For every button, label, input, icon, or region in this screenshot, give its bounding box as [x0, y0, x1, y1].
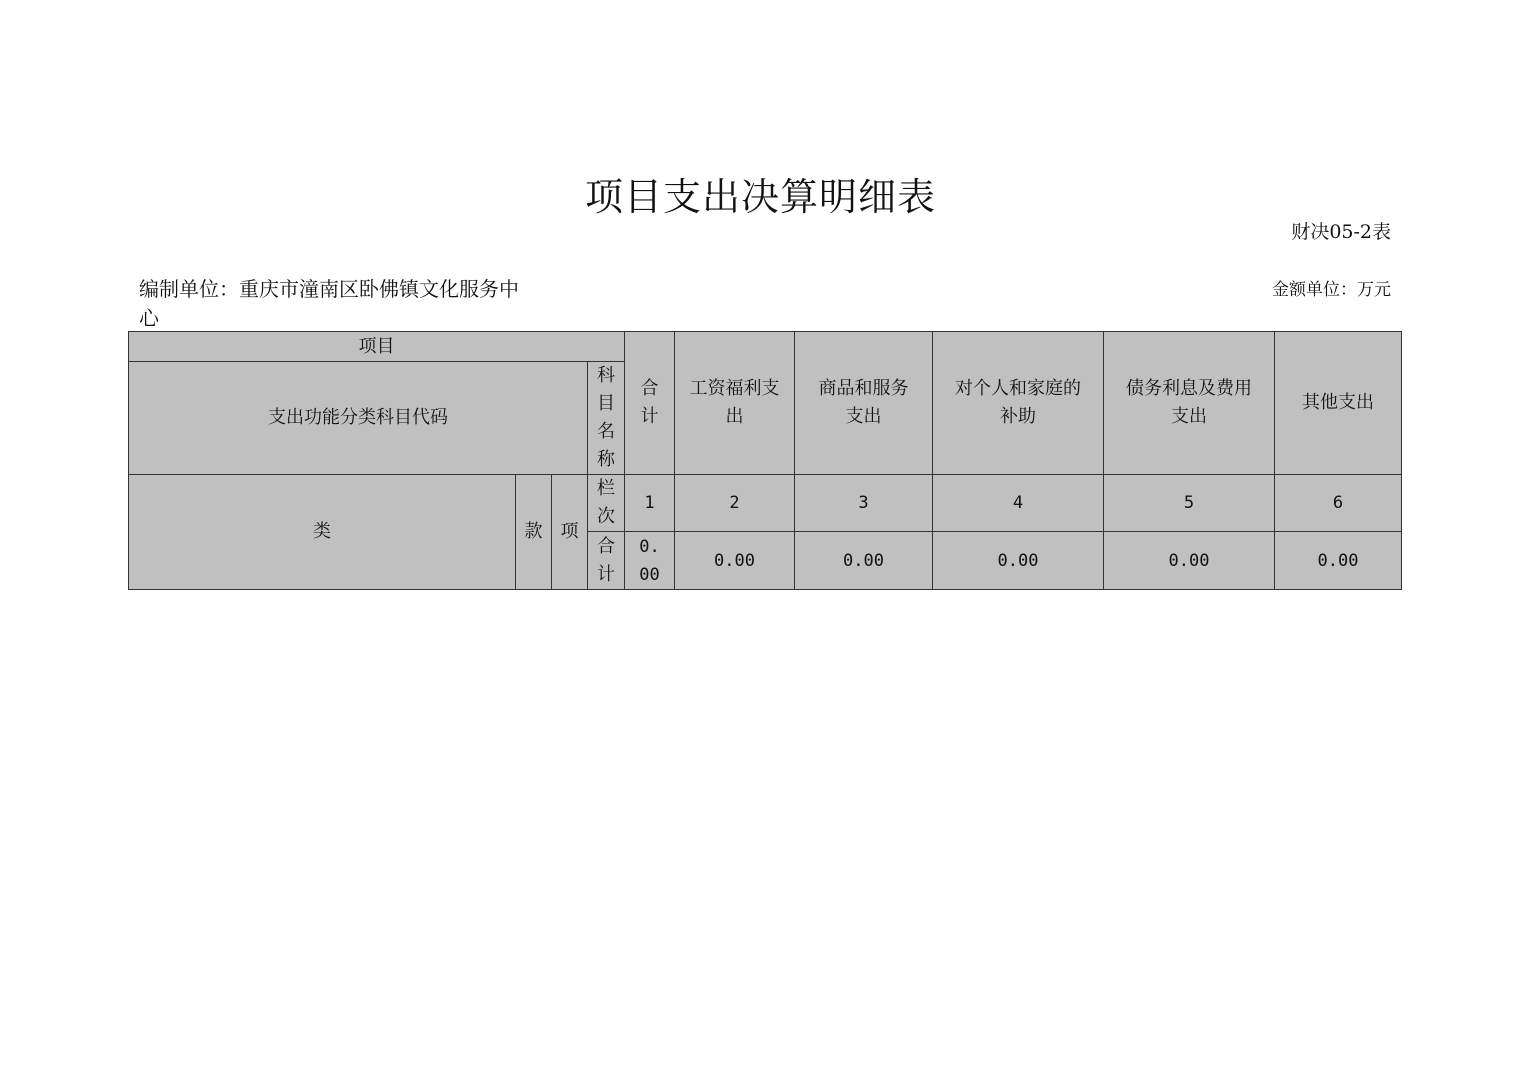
header-kuan: 款	[516, 475, 552, 590]
total-row-label: 合计	[588, 532, 625, 590]
column-number-2: 2	[675, 475, 795, 532]
header-other: 其他支出	[1275, 332, 1402, 475]
header-personal: 对个人和家庭的补助	[933, 332, 1104, 475]
column-order-label: 栏次	[588, 475, 625, 532]
header-total: 合计	[625, 332, 675, 475]
expense-detail-table	[128, 331, 1402, 590]
other-value: 0.00	[1275, 532, 1402, 590]
header-goods: 商品和服务支出	[795, 332, 933, 475]
column-number-6: 6	[1275, 475, 1402, 532]
header-code: 支出功能分类科目代码	[129, 362, 588, 475]
column-number-3: 3	[795, 475, 933, 532]
salary-value: 0.00	[675, 532, 795, 590]
column-number-5: 5	[1104, 475, 1275, 532]
total-value: 0.00	[625, 532, 675, 590]
header-project: 项目	[129, 332, 625, 362]
header-subject-name: 科目名称	[588, 362, 625, 475]
personal-value: 0.00	[933, 532, 1104, 590]
header-xiang: 项	[552, 475, 588, 590]
column-number-4: 4	[933, 475, 1104, 532]
header-lei: 类	[129, 475, 516, 590]
header-salary: 工资福利支出	[675, 332, 795, 475]
debt-value: 0.00	[1104, 532, 1275, 590]
form-number: 财决05-2表	[1291, 221, 1391, 243]
page-title: 项目支出决算明细表	[584, 175, 936, 219]
column-number-1: 1	[625, 475, 675, 532]
amount-unit: 金额单位：万元	[1272, 280, 1391, 300]
compiling-unit: 编制单位：重庆市潼南区卧佛镇文化服务中心	[139, 277, 519, 330]
header-debt: 债务利息及费用支出	[1104, 332, 1275, 475]
goods-value: 0.00	[795, 532, 933, 590]
